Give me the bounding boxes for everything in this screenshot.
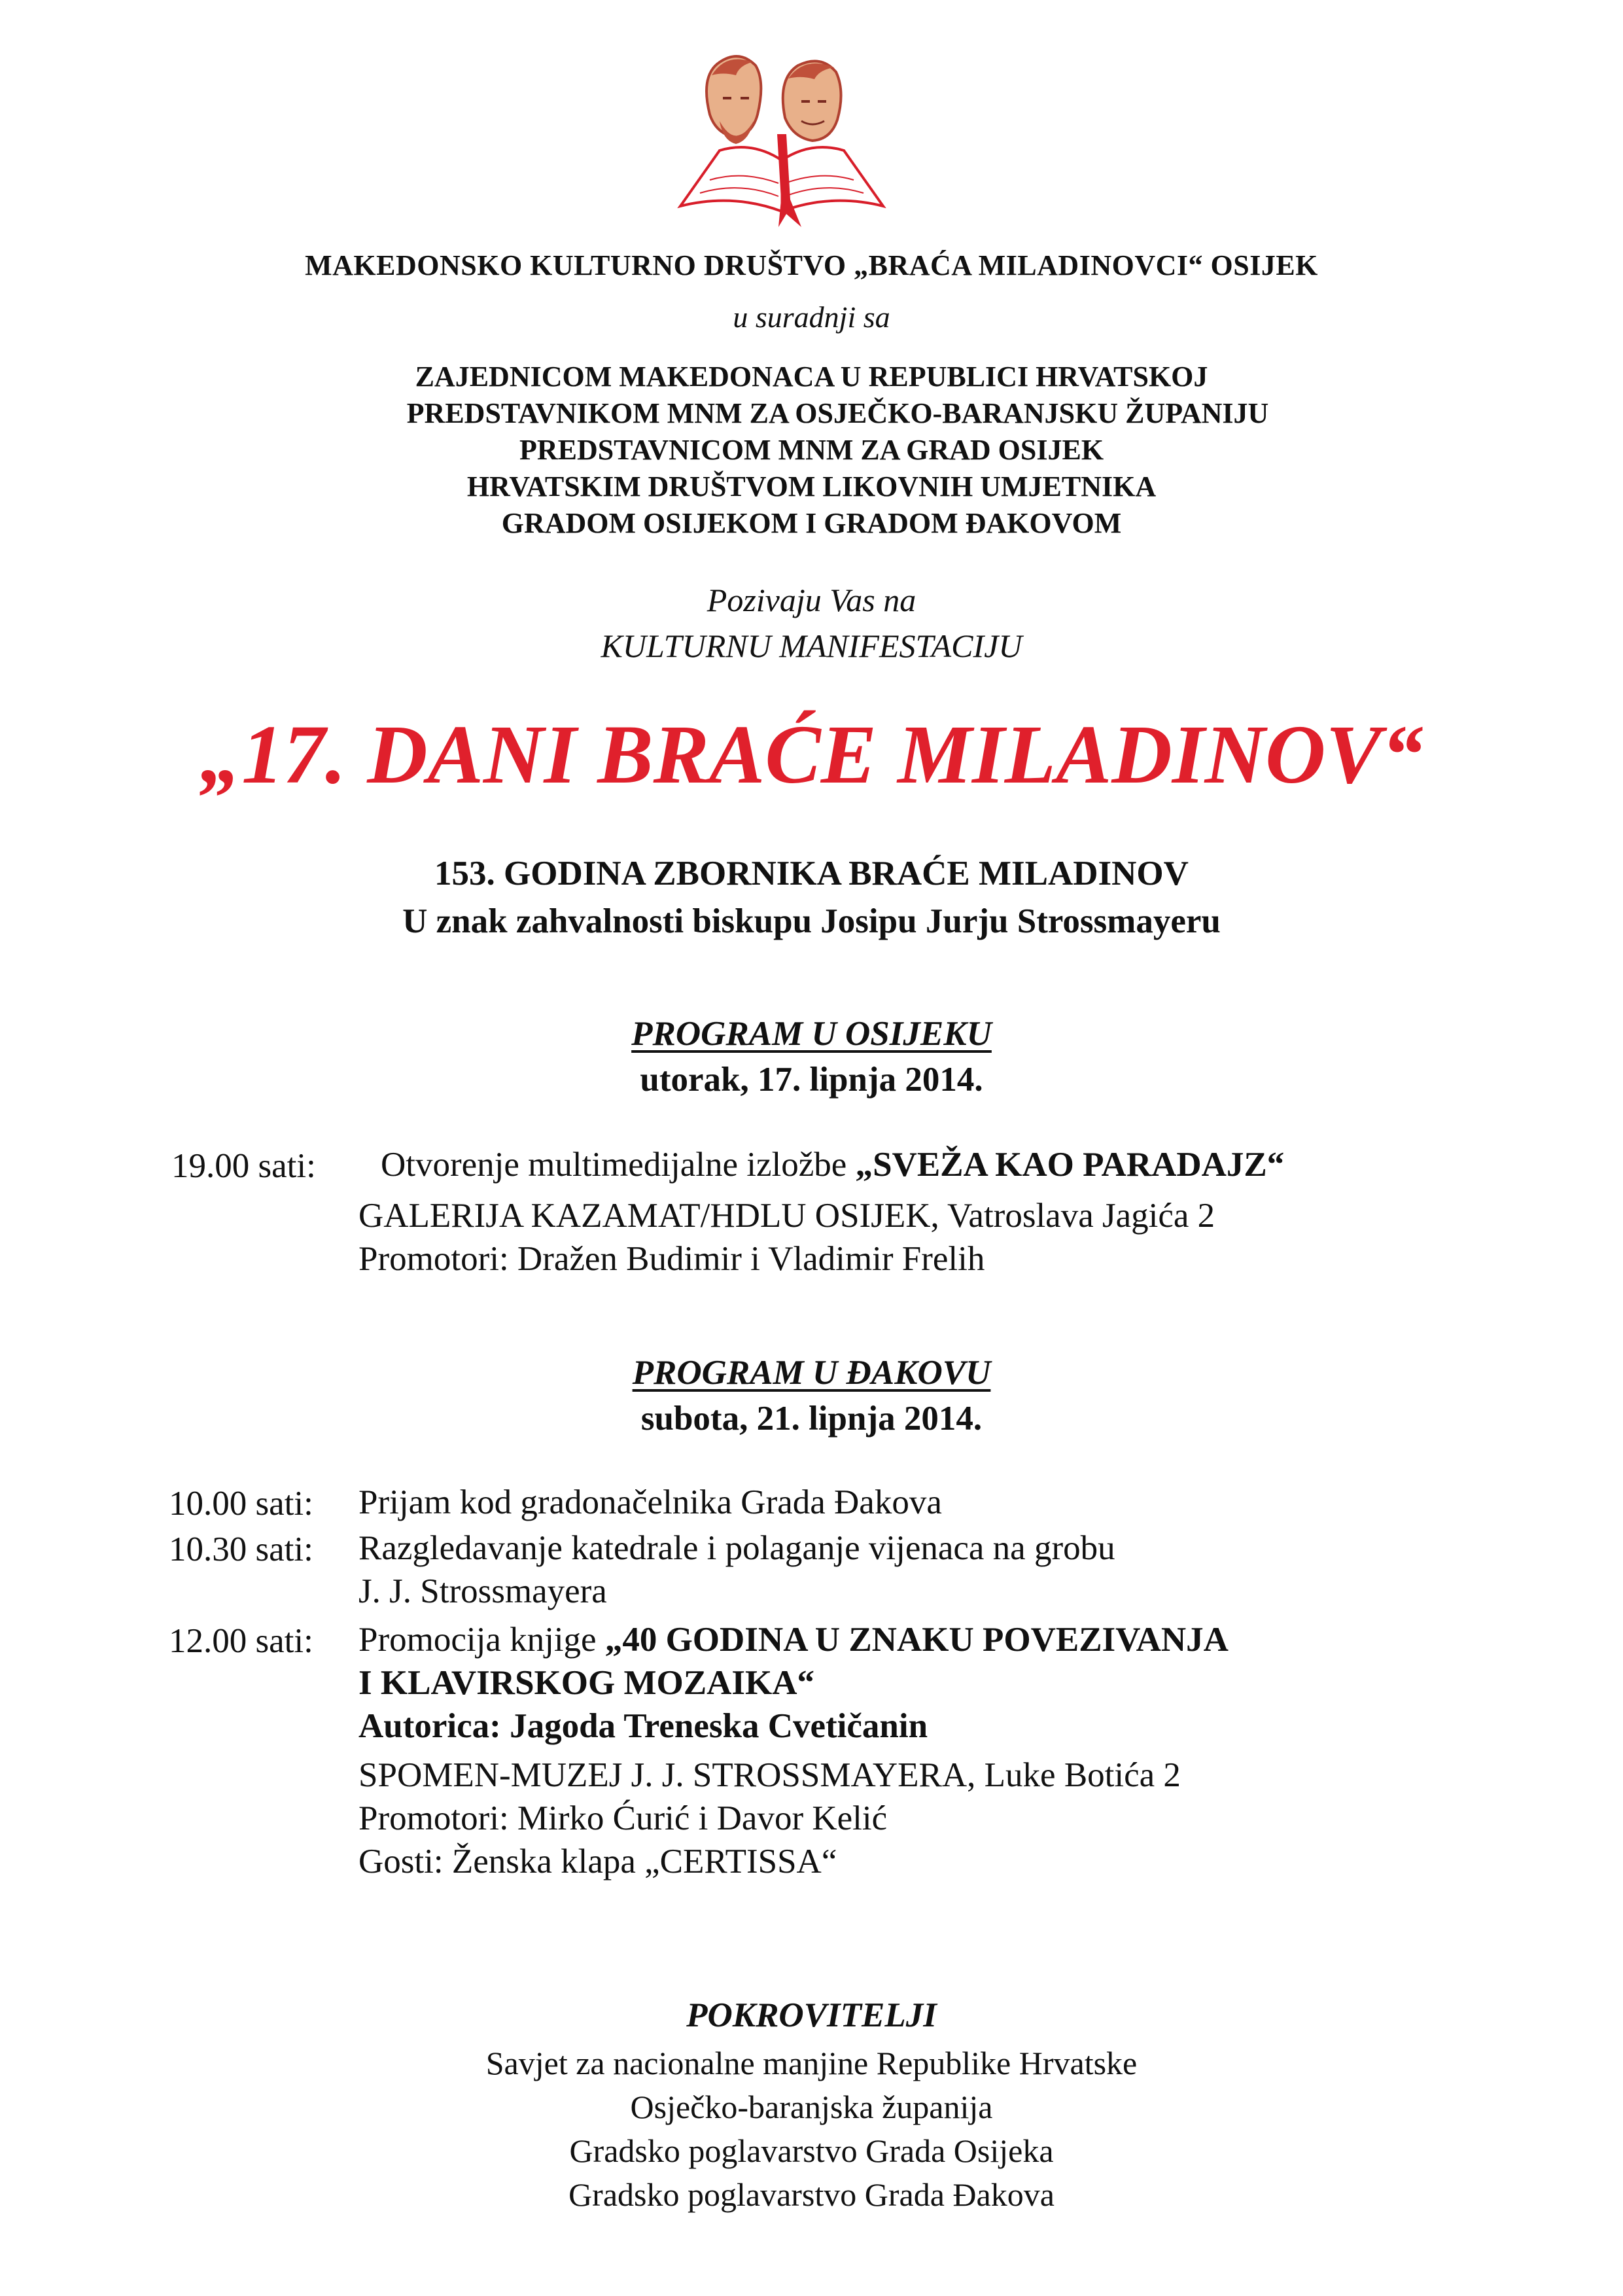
invite-line-2: KULTURNU MANIFESTACIJU <box>601 627 1022 664</box>
book-title-part2: I KLAVIRSKOG MOZAIKA“ <box>358 1664 814 1702</box>
djakovo-e2-time: 10.30 sati: <box>169 1530 313 1568</box>
subtitle-1: 153. GODINA ZBORNIKA BRAĆE MILADINOV <box>434 855 1189 892</box>
cooperation-line: u suradnji sa <box>733 300 890 334</box>
djakovo-e1-text: Prijam kod gradonačelnika Grada Đakova <box>358 1483 942 1521</box>
partner-2: PREDSTAVNIKOM MNM ZA OSJEČKO-BARANJSKU ŽUPANIJU <box>406 397 1269 429</box>
patron-1: Savjet za nacionalne manjine Republike Hrvatske <box>485 2045 1138 2081</box>
osijek-venue: GALERIJA KAZAMAT/HDLU OSIJEK, Vatroslava Jagića 2 <box>358 1197 1215 1235</box>
patron-3: Gradsko poglavarstvo Grada Osijeka <box>569 2132 1054 2169</box>
osijek-promoters: Promotori: Dražen Budimir i Vladimir Frelih <box>358 1240 985 1278</box>
portrait-right-icon <box>783 61 841 141</box>
partner-4: HRVATSKIM DRUŠTVOM LIKOVNIH UMJETNIKA <box>466 470 1157 503</box>
djakovo-e3-venue: SPOMEN-MUZEJ J. J. STROSSMAYERA, Luke Botića 2 <box>358 1756 1181 1794</box>
book-title-part1: „40 GODINA U ZNAKU POVEZIVANJA <box>604 1621 1229 1659</box>
osijek-event <box>381 1143 1284 1186</box>
djakovo-heading: PROGRAM U ĐAKOVU <box>632 1354 991 1392</box>
patron-2: Osječko-baranjska županija <box>630 2089 993 2125</box>
osijek-date: utorak, 17. lipnja 2014. <box>640 1061 983 1099</box>
portrait-left-icon <box>707 56 761 144</box>
subtitle-2: U znak zahvalnosti biskupu Josipu Jurju Strossmayeru <box>402 902 1221 940</box>
djakovo-e3-time: 12.00 sati: <box>169 1622 313 1660</box>
patron-4: Gradsko poglavarstvo Grada Đakova <box>568 2176 1055 2213</box>
djakovo-date: subota, 21. lipnja 2014. <box>640 1400 983 1438</box>
patrons-heading: POKROVITELJI <box>686 1996 937 2034</box>
partner-5: GRADOM OSIJEKOM I GRADOM ĐAKOVOM <box>501 507 1122 539</box>
djakovo-e1-time: 10.00 sati: <box>169 1485 313 1523</box>
djakovo-e3-guests: Gosti: Ženska klapa „CERTISSA“ <box>358 1843 837 1881</box>
organizer: MAKEDONSKO KULTURNO DRUŠTVO „BRAĆA MILADINOVCI“ OSIJEK <box>305 249 1318 281</box>
book-author: Autorica: Jagoda Treneska Cvetičanin <box>358 1707 928 1745</box>
osijek-exhibition-title: „SVEŽA KAO PARADAJZ“ <box>855 1146 1285 1184</box>
osijek-heading: PROGRAM U OSIJEKU <box>631 1015 992 1053</box>
event-title: „17. DANI BRAĆE MILADINOV“ <box>200 708 1423 801</box>
society-logo <box>674 36 890 232</box>
osijek-event-prefix: Otvorenje multimedijalne izložbe <box>381 1146 856 1184</box>
djakovo-e3-prefix: Promocija knjige <box>358 1621 605 1659</box>
djakovo-e2-line2: J. J. Strossmayera <box>358 1572 607 1610</box>
djakovo-e2-line1: Razgledavanje katedrale i polaganje vijenaca na grobu <box>358 1529 1115 1567</box>
djakovo-e3-promoters: Promotori: Mirko Ćurić i Davor Kelić <box>358 1799 888 1837</box>
invite-line-1: Pozivaju Vas na <box>707 582 916 618</box>
djakovo-e3-line1 <box>358 1618 1229 1661</box>
partner-1: ZAJEDNICOM MAKEDONACA U REPUBLICI HRVATSKOJ <box>415 361 1208 393</box>
osijek-time: 19.00 sati: <box>171 1147 316 1185</box>
partner-3: PREDSTAVNICOM MNM ZA GRAD OSIJEK <box>519 434 1104 466</box>
